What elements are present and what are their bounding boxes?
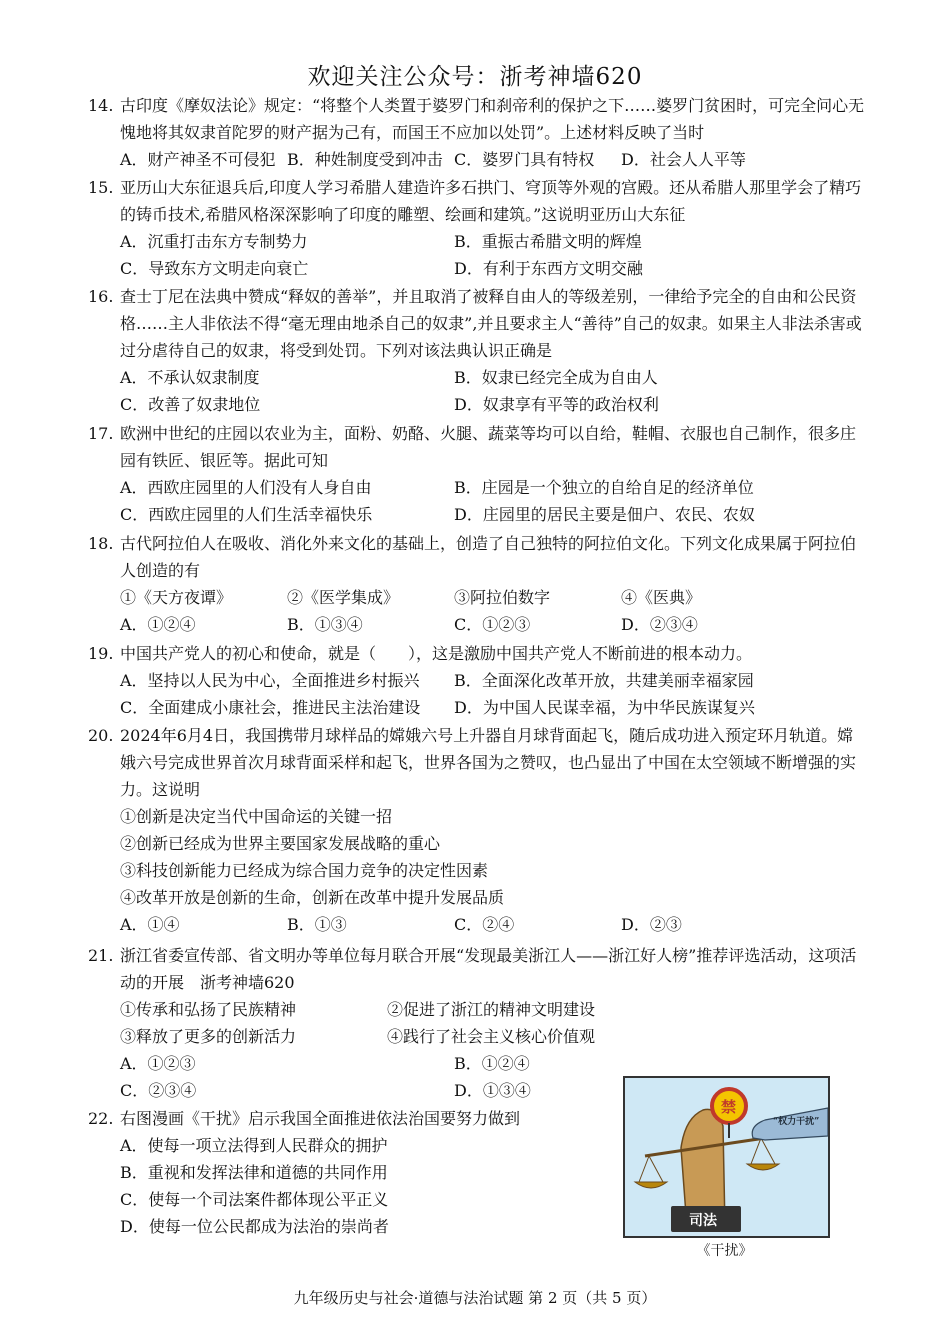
option-a: A．不承认奴隶制度	[120, 368, 260, 387]
item-1: ①《天方夜谭》	[120, 588, 233, 607]
question-stem: 古代阿拉伯人在吸收、消化外来文化的基础上，创造了自己独特的阿拉伯文化。下列文化成果属于阿拉伯人创造的有	[120, 534, 857, 580]
option-c: C．①②③	[454, 615, 531, 634]
option-a: A．西欧庄园里的人们没有人身自由	[120, 478, 372, 497]
option-row	[88, 391, 868, 418]
question-number: 16.	[88, 287, 114, 306]
option-d: D．有利于东西方文明交融	[454, 259, 643, 278]
question-number: 18.	[88, 534, 114, 553]
item-3: ③科技创新能力已经成为综合国力竞争的决定性因素	[120, 861, 489, 880]
question-19	[88, 640, 868, 721]
option-a: A．①②④	[120, 615, 196, 634]
option-c: C．改善了奴隶地位	[120, 395, 261, 414]
option-row	[88, 228, 868, 255]
option-d: D．②③④	[621, 615, 698, 634]
option-c: C．导致东方文明走向衰亡	[120, 259, 309, 278]
question-16	[88, 283, 868, 418]
question-stem: 右图漫画《干扰》启示我国全面推进依法治国要努力做到	[120, 1109, 521, 1128]
option-c: C．使每一个司法案件都体现公平正义	[120, 1190, 389, 1209]
option-a: A．使每一项立法得到人民群众的拥护	[120, 1136, 388, 1155]
item-2: ②促进了浙江的精神文明建设	[387, 1000, 596, 1019]
option-b: B．①②④	[454, 1054, 530, 1073]
question-18	[88, 530, 868, 638]
option-d: D．②③	[621, 915, 682, 934]
option-b: B．重视和发挥法律和道德的共同作用	[120, 1163, 388, 1182]
option-d: D．使每一位公民都成为法治的崇尚者	[120, 1217, 389, 1236]
option-row	[88, 611, 868, 638]
option-row	[88, 1050, 868, 1077]
option-row	[88, 667, 868, 694]
item-1: ①创新是决定当代中国命运的关键一招	[120, 807, 393, 826]
option-d: D．社会人人平等	[621, 150, 746, 169]
option-b: B．①③	[287, 915, 347, 934]
question-stem: 查士丁尼在法典中赞成“释奴的善举”，并且取消了被释自由人的等级差别，一律给予完全的自由和公民资格……主人非依法不得“毫无理由地杀自己的奴隶”,并且要求主人“善待”自己的奴隶。如果主人非法杀害或过分虐待自己的奴隶，将受到处罚。下列对该法典认识正确是	[120, 287, 862, 360]
option-b: B．重振古希腊文明的辉煌	[454, 232, 642, 251]
option-row	[88, 501, 868, 528]
option-row	[88, 694, 868, 721]
option-c: C．②③④	[120, 1081, 197, 1100]
option-row	[88, 364, 868, 391]
item-row	[88, 1023, 868, 1050]
question-stem: 亚历山大东征退兵后,印度人学习希腊人建造许多石拱门、穹顶等外观的宫殿。还从希腊人那里学会了精巧的铸币技术,希腊风格深深影响了印度的雕塑、绘画和建筑。”这说明亚历山大东征	[120, 178, 862, 224]
question-14	[88, 92, 868, 173]
question-number: 17.	[88, 424, 114, 443]
item-3: ③释放了更多的创新活力	[120, 1027, 297, 1046]
option-b: B．全面深化改革开放，共建美丽幸福家园	[454, 671, 754, 690]
option-b: B．奴隶已经完全成为自由人	[454, 368, 658, 387]
question-number: 22.	[88, 1109, 114, 1128]
item-4: ④改革开放是创新的生命，创新在改革中提升发展品质	[120, 888, 505, 907]
question-stem: 中国共产党人的初心和使命，就是（ ），这是激励中国共产党人不断前进的根本动力。	[120, 644, 753, 663]
forbidden-sign-label: 禁	[721, 1098, 737, 1116]
question-stem: 浙江省委宣传部、省文明办等单位每月联合开展“发现最美浙江人——浙江好人榜”推荐评选活动，这项活动的开展 浙考神墙620	[120, 946, 857, 992]
option-d: D．庄园里的居民主要是佃户、农民、农奴	[454, 505, 755, 524]
option-c: C．全面建成小康社会，推进民主法治建设	[120, 698, 421, 717]
item-2: ②《医学集成》	[287, 588, 400, 607]
question-22	[88, 1105, 608, 1240]
item-4: ④践行了社会主义核心价值观	[387, 1027, 596, 1046]
page-footer: 九年级历史与社会·道德与法治试题 第 2 页（共 5 页）	[293, 1289, 657, 1307]
question-20	[88, 722, 868, 938]
question-number: 15.	[88, 178, 114, 197]
option-a: A．①④	[120, 915, 180, 934]
option-b: B．①③④	[287, 615, 363, 634]
option-a: A．坚持以人民为中心，全面推进乡村振兴	[120, 671, 420, 690]
question-stem: 2024年6月4日，我国携带月球样品的嫦娥六号上升器自月球背面起飞，随后成功进入预定环月轨道。嫦娥六号完成世界首次月球背面采样和起飞，世界各国为之赞叹，也凸显出了中国在太空领域不断增强的实力。这说明	[120, 726, 857, 799]
item-row	[88, 584, 868, 611]
item-row	[88, 996, 868, 1023]
option-c: C．婆罗门具有特权	[454, 150, 595, 169]
option-b: B．种姓制度受到冲击	[287, 150, 443, 169]
option-d: D．①③④	[454, 1081, 531, 1100]
option-row	[88, 911, 868, 938]
item-3: ③阿拉伯数字	[454, 588, 551, 607]
page-header: 欢迎关注公众号：浙考神墙620	[307, 64, 643, 90]
option-a: A．财产神圣不可侵犯	[120, 150, 276, 169]
question-17	[88, 420, 868, 528]
sleeve-label: “权力干扰”	[773, 1117, 820, 1127]
item-1: ①传承和弘扬了民族精神	[120, 1000, 297, 1019]
question-stem: 欧洲中世纪的庄园以农业为主，面粉、奶酪、火腿、蔬菜等均可以自给，鞋帽、衣服也自己制作，很多庄园有铁匠、银匠等。据此可知	[120, 424, 857, 470]
option-c: C．②④	[454, 915, 515, 934]
option-row	[88, 255, 868, 282]
question-stem: 古印度《摩奴法论》规定：“将整个人类置于婆罗门和刹帝利的保护之下……婆罗门贫困时，可完全问心无愧地将其奴隶首陀罗的财产据为己有，而国王不应加以处罚”。上述材料反映了当时	[120, 96, 865, 142]
option-d: D．为中国人民谋幸福，为中华民族谋复兴	[454, 698, 755, 717]
item-2: ②创新已经成为世界主要国家发展战略的重心	[120, 834, 441, 853]
option-b: B．庄园是一个独立的自给自足的经济单位	[454, 478, 754, 497]
question-15	[88, 174, 868, 282]
option-d: D．奴隶享有平等的政治权利	[454, 395, 659, 414]
option-row	[88, 474, 868, 501]
base-label: 司法	[689, 1213, 717, 1229]
question-number: 20.	[88, 726, 114, 745]
item-4: ④《医典》	[621, 588, 702, 607]
question-number: 14.	[88, 96, 114, 115]
option-c: C．西欧庄园里的人们生活幸福快乐	[120, 505, 373, 524]
option-row	[88, 146, 868, 173]
cartoon-figure	[623, 1076, 830, 1238]
option-a: A．沉重打击东方专制势力	[120, 232, 308, 251]
option-a: A．①②③	[120, 1054, 196, 1073]
cartoon-caption: 《干扰》	[696, 1243, 753, 1259]
question-number: 19.	[88, 644, 114, 663]
question-number: 21.	[88, 946, 114, 965]
